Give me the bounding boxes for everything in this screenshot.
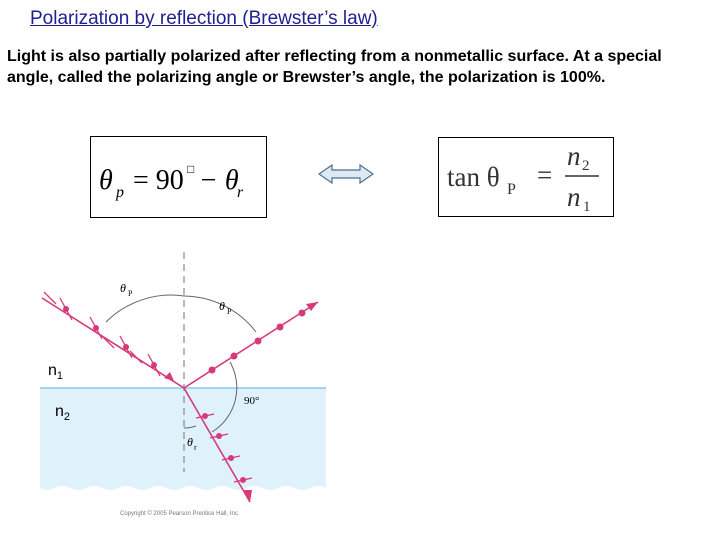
medium2-label: $n_2$: [55, 403, 71, 424]
intro-paragraph: Light is also partially polarized after reflecting from a nonmetallic surface. At a special angle, called the polarizing angle or Brewster’s angle, the polarization is 100%.: [7, 48, 662, 86]
refracted-angle-label: θ: [187, 435, 193, 449]
equation-brewster-law: [439, 138, 613, 216]
refracted-angle-sub: r: [194, 443, 197, 452]
eq2-denominator-sub: 1: [583, 199, 591, 215]
eq2-tan-theta: tan θ: [447, 162, 500, 192]
right-angle-label: 90°: [244, 395, 260, 407]
eq2-denominator-n: n: [567, 182, 581, 212]
reflected-angle-sub: P: [227, 307, 232, 316]
incident-angle-arc: [106, 295, 184, 322]
equation-box-complementary: [90, 136, 267, 218]
slide-title: Polarization by reflection (Brewster’s law): [30, 8, 378, 29]
copyright-notice: Copyright © 2005 Pearson Prentice Hall, Inc.: [120, 511, 240, 517]
incident-angle-label: θ: [120, 281, 126, 295]
reflected-angle-label: θ: [219, 299, 225, 313]
eq1-minus-theta: − θ: [199, 165, 239, 196]
eq1-equals-90: = 90: [133, 165, 184, 196]
medium2-region: [40, 388, 326, 490]
eq2-numerator-n: n: [567, 141, 581, 171]
reflected-ray: [184, 302, 318, 388]
medium1-label: $n_1$: [48, 362, 64, 383]
eq1-sub-p: p: [116, 184, 124, 201]
eq2-equals: =: [537, 160, 553, 190]
incident-ray: [42, 292, 184, 388]
double-arrow-icon: [318, 163, 374, 185]
eq1-theta-p: θ: [99, 165, 113, 196]
eq2-numerator-sub: 2: [582, 158, 590, 174]
equation-box-brewster: [438, 137, 614, 217]
equation-complementary-angles: [91, 137, 266, 217]
eq1-sub-r: r: [237, 184, 244, 201]
eq1-degree-box: □: [187, 162, 195, 176]
incident-angle-sub: P: [128, 289, 133, 298]
eq2-sub-p: P: [507, 181, 516, 198]
